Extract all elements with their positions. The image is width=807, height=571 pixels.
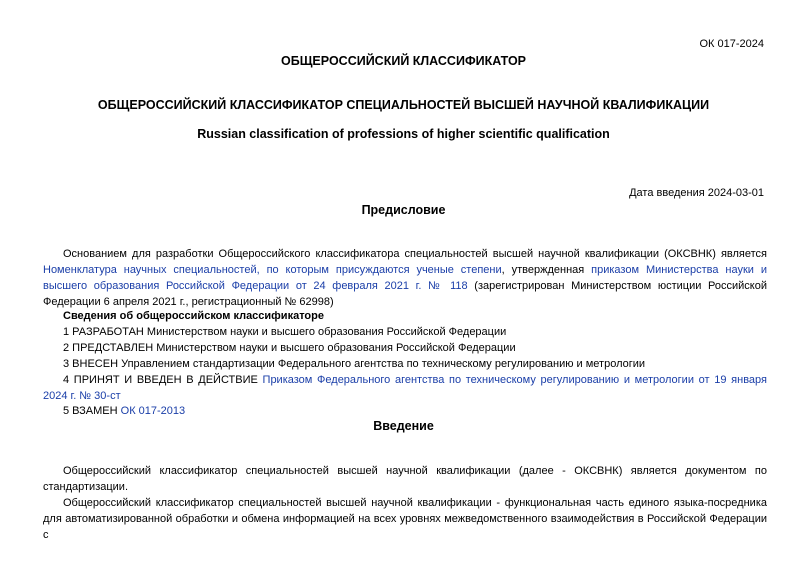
foreword-text: (зарегистрирован Министерством юстиции Российской Федерации 6 апреля 2021 г., регистрационный № 62998): [43, 280, 767, 308]
ok-017-2013-link[interactable]: ОК 017-2013: [120, 405, 186, 417]
document-title-english: Russian classification of professions of higher scientific qualification: [197, 127, 610, 141]
order-link[interactable]: приказом Министерства науки и высшего образования Российской Федерации от 24 февраля 2021 г. № 118: [43, 264, 768, 292]
introduction-heading: Введение: [373, 419, 434, 433]
foreword-paragraph: [43, 246, 767, 310]
info-item-developed: 1 РАЗРАБОТАН Министерством науки и высшего образования Российской Федерации: [63, 326, 507, 338]
introduction-date: Дата введения 2024-03-01: [629, 187, 764, 199]
info-item-replaces-label: 5 ВЗАМЕН: [63, 405, 121, 417]
introduction-paragraph-1: Общероссийский классификатор специальностей высшей научной квалификации (далее - ОКСВНК) является документом по стандартизации.: [43, 465, 767, 493]
document-title: ОБЩЕРОССИЙСКИЙ КЛАССИФИКАТОР СПЕЦИАЛЬНОСТЕЙ ВЫСШЕЙ НАУЧНОЙ КВАЛИФИКАЦИИ: [97, 98, 710, 112]
info-item-presented: 2 ПРЕДСТАВЛЕН Министерством науки и высшего образования Российской Федерации: [63, 342, 516, 354]
rosstandart-order-link[interactable]: Приказом Федерального агентства по техническому регулированию и метрологии от 19 января 2024 г. № 30-ст: [43, 374, 767, 402]
info-item-submitted: 3 ВНЕСЕН Управлением стандартизации Федерального агентства по техническому регулированию и метрологии: [63, 358, 646, 370]
foreword-text: Основанием для разработки Общероссийского классификатора специальностей высшей научной квалификации (ОКСВНК) является: [63, 248, 767, 260]
nomenclature-link[interactable]: Номенклатура научных специальностей, по которым присуждаются ученые степени: [43, 264, 502, 276]
info-item-adopted-label: 4 ПРИНЯТ И ВВЕДЕН В ДЕЙСТВИЕ: [63, 374, 263, 386]
info-item-adopted: [43, 372, 767, 404]
foreword-heading: Предисловие: [361, 203, 446, 217]
heading-main: ОБЩЕРОССИЙСКИЙ КЛАССИФИКАТОР: [280, 54, 527, 68]
document-code: ОК 017-2024: [699, 38, 764, 50]
classifier-info-heading: Сведения об общероссийском классификаторе: [63, 310, 324, 322]
introduction-paragraph-2: Общероссийский классификатор специальностей высшей научной квалификации - функциональная часть единого языка-посредника для автоматизированной обработки и обмена информацией на всех уровнях межведомственного взаимодействия в Российской Федерации с: [43, 497, 767, 541]
info-item-replaces: [63, 403, 185, 419]
foreword-text: , утвержденная: [501, 264, 592, 276]
